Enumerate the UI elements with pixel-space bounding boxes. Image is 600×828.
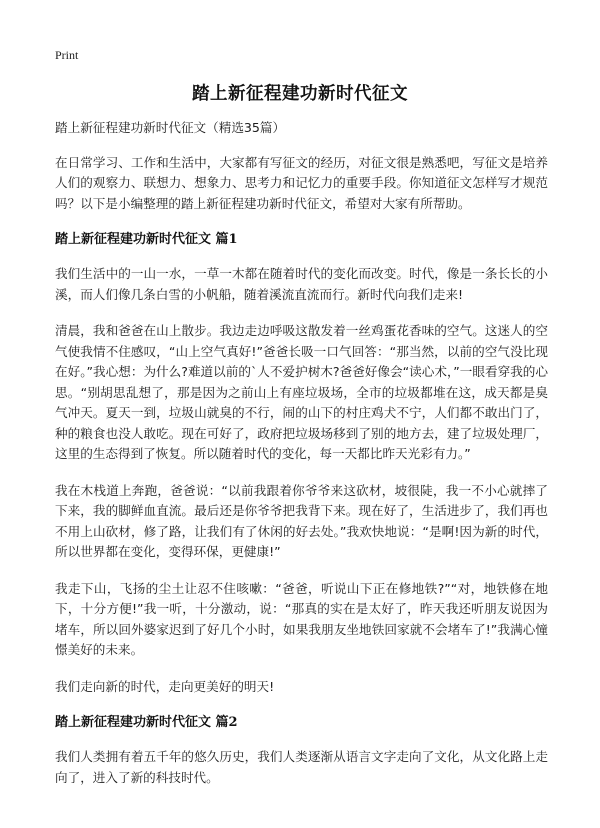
paragraph: 我们生活中的一山一水，一草一木都在随着时代的变化而改变。时代，像是一条长长的小溪，而人们像几条白雪的小帆船，随着溪流直流而行。新时代向我们走来! (55, 266, 548, 302)
paragraph: 我走下山，飞扬的尘土让忍不住咳嗽：“爸爸，听说山下正在修地铁?”“对，地铁修在地下，十分方便!”我一听，十分激动，说：“那真的实在是太好了，昨天我还听朋友说因为堵车，所以回外婆家迟到了好几个小时，如果我朋友坐地铁回家就不会堵车了!”我满心憧憬美好的未来。 (55, 580, 548, 657)
section-heading: 踏上新征程建功新时代征文 篇2 (55, 715, 238, 730)
paragraph: 我们人类拥有着五千年的悠久历史，我们人类逐渐从语言文字走向了文化，从文化路上走向了，进入了新的科技时代。 (55, 749, 548, 785)
article-body (55, 118, 548, 804)
paragraph: 我在木栈道上奔跑，爸爸说：“以前我跟着你爷爷来这砍材，坡很陡，我一不小心就摔了下来，我的脚鲜血直流。最后还是你爷爷把我背下来。现在好了，生活进步了，我们再也不用上山砍材，修了路，让我们有了休闲的好去处。”我欢快地说：“是啊!因为新的时代，所以世界都在变化，变得环保，更健康!” (55, 482, 548, 559)
paragraph: 我们走向新的时代，走向更美好的明天! (55, 678, 275, 694)
article-subtitle: 踏上新征程建功新时代征文（精选35篇） (55, 120, 286, 135)
intro-paragraph: 在日常学习、工作和生活中，大家都有写征文的经历，对征文很是熟悉吧，写征文是培养人们的观察力、联想力、想象力、思考力和记忆力的重要手段。你知道征文怎样写才规范吗？以下是小编整理的踏上新征程建功新时代征文，希望对大家有所帮助。 (55, 154, 548, 211)
page-title: 踏上新征程建功新时代征文 (192, 84, 408, 104)
paragraph: 清晨，我和爸爸在山上散步。我边走边呼吸这散发着一丝鸡蛋花香味的空气。这迷人的空气使我情不住感叹，“山上空气真好!”爸爸长吸一口气回答：“那当然，以前的空气没比现在好。”我心想：为什么?难道以前的`人不爱护树木?爸爸好像会“读心术，”一眼看穿我的心思。“别胡思乱想了，那是因为之前山上有座垃圾场，全市的垃圾都堆在这，成天都是臭气冲天。夏天一到，垃圾山就臭的不行，闹的山下的村庄鸡犬不宁，人们都不敢出门了，种的粮食也没人敢吃。现在可好了，政府把垃圾场移到了别的地方去，建了垃圾处理厂，这里的生态得到了恢复。所以随着时代的变化，每一天都比昨天光彩有力。” (55, 323, 548, 461)
section-heading: 踏上新征程建功新时代征文 篇1 (55, 232, 238, 247)
print-link[interactable]: Print (55, 48, 79, 62)
